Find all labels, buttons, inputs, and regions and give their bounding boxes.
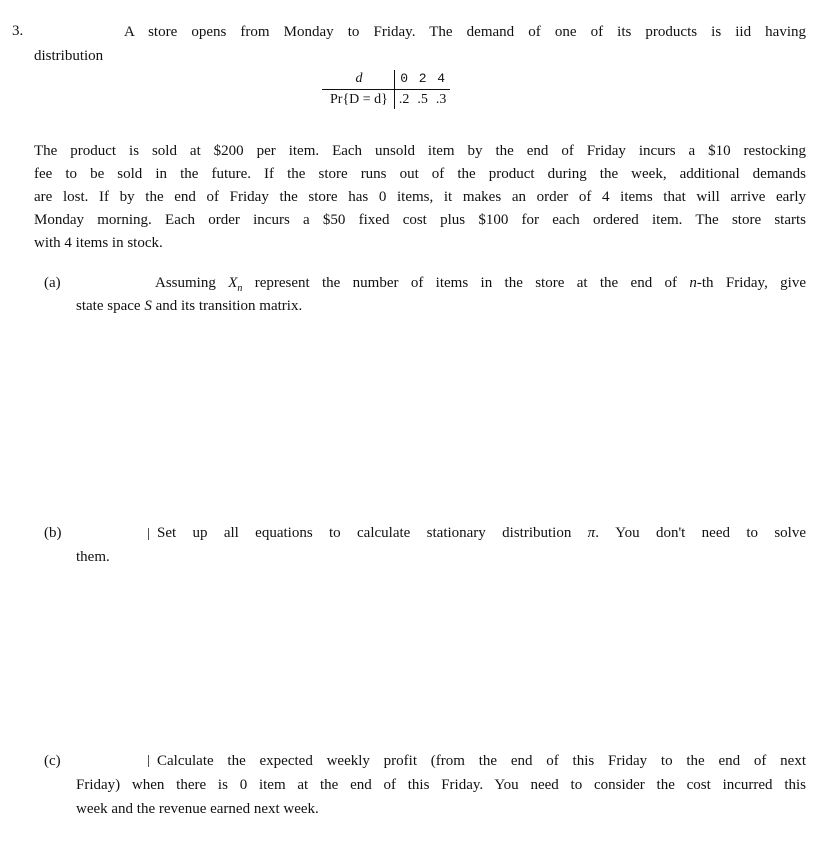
question-c-line-1: Calculate the expected weekly profit (from the end of this Friday to the end of next — [157, 753, 806, 769]
blank-marker — [148, 528, 149, 540]
table-row-label-d: d — [322, 70, 394, 90]
question-b-label: (b) — [44, 525, 62, 541]
table-row-label-prob: Pr{D = d} — [322, 90, 394, 110]
question-c-line-3: week and the revenue earned next week. — [76, 801, 319, 817]
description-line: with 4 items in stock. — [34, 235, 163, 251]
table-d-value: 0 — [394, 70, 413, 90]
question-c-line-2: Friday) when there is 0 item at the end of this Friday. You need to consider the cost incurred this — [76, 777, 806, 793]
question-b-line-1: Set up all equations to calculate stationary distribution π. You don't need to solve — [157, 525, 806, 541]
question-b-line-2: them. — [76, 549, 110, 565]
table-prob-value: .5 — [417, 92, 428, 107]
var-x: X — [228, 275, 238, 291]
pi-symbol: π — [587, 525, 596, 541]
description-line: The product is sold at $200 per item. Each unsold item by the end of Friday incurs a $10 restocking — [34, 143, 806, 159]
question-c-label: (c) — [44, 753, 61, 769]
var-n: n — [689, 275, 697, 291]
blank-marker — [148, 755, 149, 767]
description-line: fee to be sold in the future. If the store runs out of the product during the week, additional demands — [34, 166, 806, 182]
var-s: S — [144, 298, 152, 314]
problem-intro-line-1: A store opens from Monday to Friday. The demand of one of its products is iid having — [124, 24, 806, 40]
demand-distribution-table — [322, 70, 450, 109]
problem-number: 3. — [12, 23, 24, 39]
description-line: are lost. If by the end of Friday the store has 0 items, it makes an order of 4 items that will arrive early — [34, 189, 806, 205]
table-d-value: 2 — [413, 70, 432, 90]
problem-description — [34, 140, 806, 255]
problem-intro-line-2: distribution — [34, 48, 104, 64]
var-x-subscript: n — [237, 283, 243, 294]
question-a-label: (a) — [44, 275, 61, 291]
table-prob-value: .3 — [435, 92, 447, 107]
question-a-line-2: state space S and its transition matrix. — [76, 298, 303, 314]
description-line: Monday morning. Each order incurs a $50 fixed cost plus $100 for each ordered item. The store starts — [34, 212, 806, 228]
table-d-value: 4 — [432, 70, 451, 90]
table-prob-value: .2 — [398, 92, 410, 107]
question-a-line-1: Assuming $X_n$ represent the number of items in the store at the end of n-th Friday, give — [155, 275, 807, 294]
